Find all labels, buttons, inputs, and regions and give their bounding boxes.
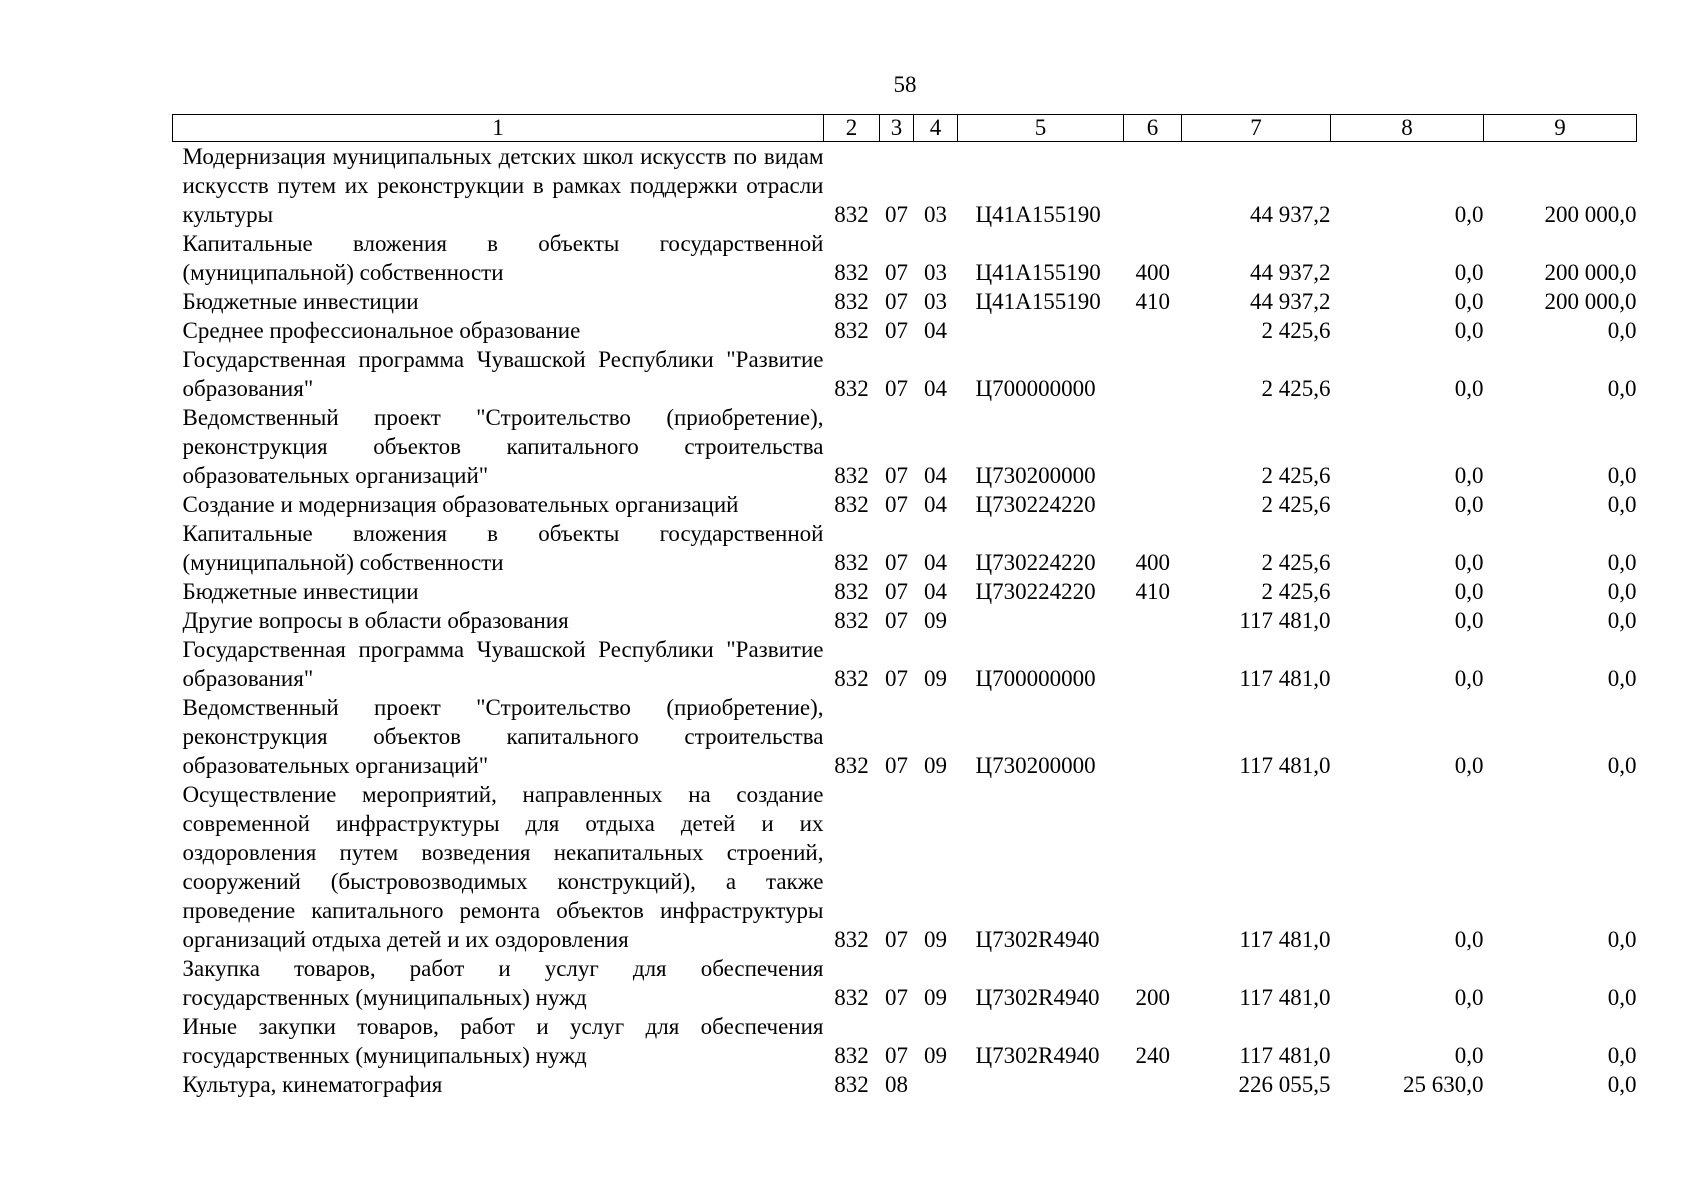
amount-2025: 2 425,6 bbox=[1261, 376, 1331, 401]
amount-2027: 0,0 bbox=[1607, 927, 1637, 952]
ministry-code: 832 bbox=[834, 985, 869, 1010]
table-row bbox=[173, 1070, 1637, 1099]
table-header-row bbox=[173, 115, 1637, 142]
amount-2027: 0,0 bbox=[1607, 463, 1637, 488]
amount-2026: 25 630,0 bbox=[1403, 1072, 1484, 1097]
ministry-code: 832 bbox=[834, 318, 869, 343]
item-name: Закупка товаров, работ и услуг для обеспечения государственных (муниципальных) нужд bbox=[182, 956, 824, 1010]
amount-2026: 0,0 bbox=[1454, 579, 1484, 604]
ministry-code: 832 bbox=[834, 463, 869, 488]
item-name: Ведомственный проект "Строительство (приобретение), реконструкция объектов капитального строительства образовательных организаций" bbox=[182, 405, 824, 488]
section-code: 07 bbox=[885, 666, 908, 691]
amount-2025: 117 481,0 bbox=[1239, 985, 1331, 1010]
section-code: 07 bbox=[885, 463, 908, 488]
target-article-code: Ц41А155190 bbox=[975, 202, 1101, 227]
table-row bbox=[173, 693, 1637, 780]
item-name: Осуществление мероприятий, направленных на создание современной инфраструктуры для отдыха детей и их оздоровления путем возведения некапитальных строений, сооружений (быстровозводимых конструкций), а также проведение капитального ремонта объектов инфраструктуры организаций отдыха детей и их оздоровления bbox=[182, 782, 824, 952]
amount-2027: 0,0 bbox=[1607, 318, 1637, 343]
target-article-code: Ц730224220 bbox=[975, 550, 1096, 575]
expense-type-code bbox=[1124, 345, 1182, 403]
amount-2026: 0,0 bbox=[1454, 318, 1484, 343]
table-row bbox=[173, 635, 1637, 693]
subsection-code: 03 bbox=[924, 202, 947, 227]
section-code: 07 bbox=[885, 927, 908, 952]
item-name: Создание и модернизация образовательных организаций bbox=[182, 492, 739, 517]
table-row bbox=[173, 229, 1637, 287]
subsection-code: 03 bbox=[924, 289, 947, 314]
subsection-code: 09 bbox=[924, 927, 947, 952]
item-name: Иные закупки товаров, работ и услуг для обеспечения государственных (муниципальных) нужд bbox=[182, 1014, 824, 1068]
table-row bbox=[173, 1012, 1637, 1070]
section-code: 07 bbox=[885, 376, 908, 401]
target-article-code bbox=[958, 316, 1124, 345]
amount-2027: 200 000,0 bbox=[1544, 260, 1637, 285]
amount-2025: 117 481,0 bbox=[1239, 608, 1331, 633]
target-article-code: Ц7302R4940 bbox=[975, 927, 1100, 952]
target-article-code: Ц730224220 bbox=[975, 579, 1096, 604]
target-article-code: Ц41А155190 bbox=[975, 289, 1101, 314]
subsection-code: 04 bbox=[924, 492, 947, 517]
item-name: Другие вопросы в области образования bbox=[182, 608, 569, 633]
amount-2025: 44 937,2 bbox=[1250, 260, 1331, 285]
section-code: 07 bbox=[885, 753, 908, 778]
page-number: 58 bbox=[893, 72, 917, 97]
subsection-code: 04 bbox=[924, 376, 947, 401]
expense-type-code bbox=[1124, 403, 1182, 490]
ministry-code: 832 bbox=[834, 550, 869, 575]
expense-type-code bbox=[1124, 316, 1182, 345]
ministry-code: 832 bbox=[834, 260, 869, 285]
amount-2025: 117 481,0 bbox=[1239, 753, 1331, 778]
target-article-code: Ц730200000 bbox=[975, 753, 1096, 778]
table-body bbox=[173, 142, 1637, 1100]
subsection-code: 04 bbox=[924, 579, 947, 604]
amount-2026: 0,0 bbox=[1454, 753, 1484, 778]
expense-type-code bbox=[1124, 780, 1182, 954]
expense-type-code bbox=[1124, 635, 1182, 693]
amount-2025: 117 481,0 bbox=[1239, 927, 1331, 952]
column-header: 3 bbox=[880, 115, 914, 142]
ministry-code: 832 bbox=[834, 666, 869, 691]
expense-type-code: 410 bbox=[1135, 579, 1170, 604]
target-article-code: Ц41А155190 bbox=[975, 260, 1101, 285]
subsection-code: 09 bbox=[924, 985, 947, 1010]
expense-type-code: 410 bbox=[1135, 289, 1170, 314]
item-name: Капитальные вложения в объекты государственной (муниципальной) собственности bbox=[182, 231, 824, 285]
table-row bbox=[173, 606, 1637, 635]
amount-2025: 2 425,6 bbox=[1261, 579, 1331, 604]
expense-type-code: 240 bbox=[1135, 1043, 1170, 1068]
amount-2025: 226 055,5 bbox=[1238, 1072, 1331, 1097]
target-article-code: Ц7302R4940 bbox=[975, 1043, 1100, 1068]
ministry-code: 832 bbox=[834, 289, 869, 314]
table-row bbox=[173, 142, 1637, 230]
subsection-code: 03 bbox=[924, 260, 947, 285]
amount-2026: 0,0 bbox=[1454, 202, 1484, 227]
amount-2025: 2 425,6 bbox=[1261, 463, 1331, 488]
target-article-code bbox=[958, 1070, 1124, 1099]
amount-2027: 0,0 bbox=[1607, 608, 1637, 633]
amount-2025: 44 937,2 bbox=[1250, 202, 1331, 227]
expense-type-code bbox=[1124, 142, 1182, 230]
table-row bbox=[173, 490, 1637, 519]
item-name: Государственная программа Чувашской Республики "Развитие образования" bbox=[182, 347, 824, 401]
amount-2027: 0,0 bbox=[1607, 1043, 1637, 1068]
subsection-code: 09 bbox=[924, 608, 947, 633]
amount-2026: 0,0 bbox=[1454, 550, 1484, 575]
section-code: 07 bbox=[885, 608, 908, 633]
amount-2026: 0,0 bbox=[1454, 492, 1484, 517]
expense-type-code bbox=[1124, 490, 1182, 519]
target-article-code: Ц730200000 bbox=[975, 463, 1096, 488]
expense-type-code bbox=[1124, 606, 1182, 635]
amount-2026: 0,0 bbox=[1454, 666, 1484, 691]
table-row bbox=[173, 316, 1637, 345]
item-name: Бюджетные инвестиции bbox=[182, 289, 419, 314]
subsection-code: 09 bbox=[924, 666, 947, 691]
ministry-code: 832 bbox=[834, 579, 869, 604]
target-article-code: Ц700000000 bbox=[975, 376, 1096, 401]
amount-2027: 0,0 bbox=[1607, 376, 1637, 401]
column-header: 4 bbox=[914, 115, 958, 142]
item-name: Бюджетные инвестиции bbox=[182, 579, 419, 604]
ministry-code: 832 bbox=[834, 753, 869, 778]
subsection-code: 04 bbox=[924, 318, 947, 343]
expense-type-code bbox=[1124, 693, 1182, 780]
item-name: Культура, кинематография bbox=[182, 1072, 443, 1097]
column-header: 6 bbox=[1124, 115, 1182, 142]
section-code: 07 bbox=[885, 318, 908, 343]
amount-2027: 0,0 bbox=[1607, 753, 1637, 778]
amount-2027: 0,0 bbox=[1607, 985, 1637, 1010]
ministry-code: 832 bbox=[834, 1072, 869, 1097]
target-article-code: Ц7302R4940 bbox=[975, 985, 1100, 1010]
item-name: Модернизация муниципальных детских школ искусств по видам искусств путем их реконструкции в рамках поддержки отрасли культуры bbox=[182, 144, 824, 227]
amount-2027: 0,0 bbox=[1607, 666, 1637, 691]
target-article-code: Ц730224220 bbox=[975, 492, 1096, 517]
amount-2026: 0,0 bbox=[1454, 1043, 1484, 1068]
item-name: Ведомственный проект "Строительство (приобретение), реконструкция объектов капитального строительства образовательных организаций" bbox=[182, 695, 824, 778]
subsection-code: 09 bbox=[924, 753, 947, 778]
ministry-code: 832 bbox=[834, 608, 869, 633]
section-code: 07 bbox=[885, 260, 908, 285]
column-header: 8 bbox=[1331, 115, 1484, 142]
expense-type-code bbox=[1124, 1070, 1182, 1099]
section-code: 07 bbox=[885, 492, 908, 517]
section-code: 07 bbox=[885, 550, 908, 575]
section-code: 08 bbox=[885, 1072, 908, 1097]
item-name: Среднее профессиональное образование bbox=[182, 318, 581, 343]
subsection-code bbox=[914, 1070, 958, 1099]
subsection-code: 09 bbox=[924, 1043, 947, 1068]
amount-2027: 200 000,0 bbox=[1544, 202, 1637, 227]
section-code: 07 bbox=[885, 289, 908, 314]
amount-2027: 0,0 bbox=[1607, 1072, 1637, 1097]
column-header: 5 bbox=[958, 115, 1124, 142]
column-header: 1 bbox=[173, 115, 824, 142]
ministry-code: 832 bbox=[834, 376, 869, 401]
amount-2026: 0,0 bbox=[1454, 927, 1484, 952]
amount-2025: 44 937,2 bbox=[1250, 289, 1331, 314]
amount-2027: 0,0 bbox=[1607, 492, 1637, 517]
ministry-code: 832 bbox=[834, 492, 869, 517]
subsection-code: 04 bbox=[924, 550, 947, 575]
amount-2027: 0,0 bbox=[1607, 579, 1637, 604]
subsection-code: 04 bbox=[924, 463, 947, 488]
table-row bbox=[173, 519, 1637, 577]
column-header: 7 bbox=[1182, 115, 1331, 142]
section-code: 07 bbox=[885, 202, 908, 227]
ministry-code: 832 bbox=[834, 202, 869, 227]
amount-2026: 0,0 bbox=[1454, 260, 1484, 285]
target-article-code bbox=[958, 606, 1124, 635]
ministry-code: 832 bbox=[834, 1043, 869, 1068]
amount-2025: 2 425,6 bbox=[1261, 550, 1331, 575]
expense-type-code: 400 bbox=[1135, 260, 1170, 285]
amount-2027: 200 000,0 bbox=[1544, 289, 1637, 314]
table-row bbox=[173, 287, 1637, 316]
table-row bbox=[173, 345, 1637, 403]
amount-2025: 2 425,6 bbox=[1261, 492, 1331, 517]
amount-2026: 0,0 bbox=[1454, 376, 1484, 401]
table-row bbox=[173, 577, 1637, 606]
column-header: 9 bbox=[1484, 115, 1637, 142]
amount-2026: 0,0 bbox=[1454, 985, 1484, 1010]
amount-2027: 0,0 bbox=[1607, 550, 1637, 575]
table-row bbox=[173, 954, 1637, 1012]
expense-type-code: 200 bbox=[1135, 985, 1170, 1010]
section-code: 07 bbox=[885, 1043, 908, 1068]
section-code: 07 bbox=[885, 579, 908, 604]
budget-table bbox=[172, 114, 1637, 1099]
section-code: 07 bbox=[885, 985, 908, 1010]
table-row bbox=[173, 780, 1637, 954]
amount-2026: 0,0 bbox=[1454, 608, 1484, 633]
ministry-code: 832 bbox=[834, 927, 869, 952]
target-article-code: Ц700000000 bbox=[975, 666, 1096, 691]
item-name: Государственная программа Чувашской Республики "Развитие образования" bbox=[182, 637, 824, 691]
amount-2025: 117 481,0 bbox=[1239, 1043, 1331, 1068]
table-row bbox=[173, 403, 1637, 490]
amount-2025: 117 481,0 bbox=[1239, 666, 1331, 691]
amount-2025: 2 425,6 bbox=[1261, 318, 1331, 343]
amount-2026: 0,0 bbox=[1454, 463, 1484, 488]
column-header: 2 bbox=[824, 115, 880, 142]
amount-2026: 0,0 bbox=[1454, 289, 1484, 314]
expense-type-code: 400 bbox=[1135, 550, 1170, 575]
item-name: Капитальные вложения в объекты государственной (муниципальной) собственности bbox=[182, 521, 824, 575]
